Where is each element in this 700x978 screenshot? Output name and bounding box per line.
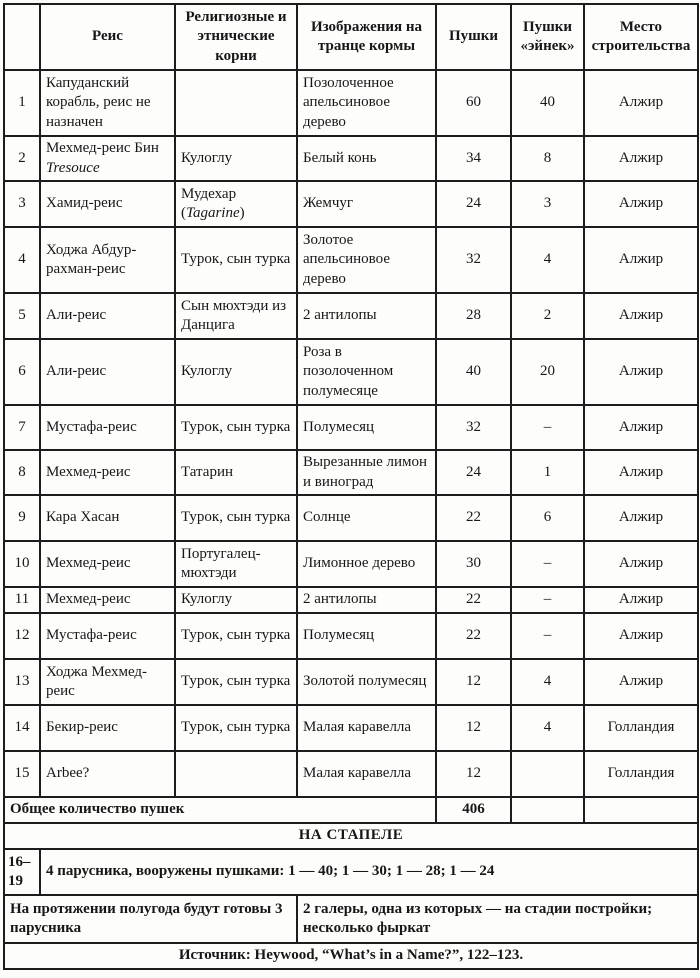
cell-image: Солнце (297, 495, 436, 541)
cell-image: Золотой полумесяц (297, 659, 436, 705)
cell-image: Жемчуг (297, 181, 436, 227)
slipway-numbers: 16–19 (4, 849, 40, 895)
cell-reis: Бекир-реис (40, 705, 175, 751)
cell-reis (40, 136, 175, 181)
cell-place: Алжир (584, 450, 698, 495)
cell-guns: 24 (436, 181, 511, 227)
cell-roots: Турок, сын турка (175, 659, 297, 705)
cell-place: Алжир (584, 136, 698, 181)
cell-reis: Хамид-реис (40, 181, 175, 227)
cell-num: 5 (4, 293, 40, 339)
cell-num: 3 (4, 181, 40, 227)
cell-place: Алжир (584, 541, 698, 587)
cell-num: 6 (4, 339, 40, 405)
cell-reis: Мехмед-реис (40, 450, 175, 495)
cell-image: Малая каравелла (297, 705, 436, 751)
total-guns-value: 406 (436, 797, 511, 823)
header-guns: Пушки (436, 4, 511, 70)
table-row (4, 541, 698, 587)
cell-eynek: – (511, 541, 584, 587)
cell-image: Роза в позолоченном полумесяце (297, 339, 436, 405)
cell-image: Малая каравелла (297, 751, 436, 797)
note-left: На протяжении полугода будут готовы 3 парусника (4, 895, 297, 943)
cell-roots: Кулоглу (175, 339, 297, 405)
table-row (4, 587, 698, 613)
header-transom-image: Изображения на транце кормы (297, 4, 436, 70)
cell-roots (175, 181, 297, 227)
table-row (4, 136, 698, 181)
cell-guns: 32 (436, 405, 511, 450)
section-title: НА СТАПЕЛЕ (4, 823, 698, 849)
cell-guns: 22 (436, 587, 511, 613)
table-row (4, 613, 698, 659)
table-row (4, 405, 698, 450)
table-footer (4, 797, 698, 969)
cell-eynek: 4 (511, 705, 584, 751)
cell-num: 2 (4, 136, 40, 181)
cell-place: Алжир (584, 659, 698, 705)
table-row (4, 293, 698, 339)
table-row (4, 659, 698, 705)
cell-reis: Мехмед-реис (40, 541, 175, 587)
cell-place: Алжир (584, 227, 698, 293)
table-row (4, 495, 698, 541)
cell-roots: Турок, сын турка (175, 495, 297, 541)
cell-roots: Турок, сын турка (175, 705, 297, 751)
note-row (4, 895, 698, 943)
cell-eynek: – (511, 587, 584, 613)
cell-num: 7 (4, 405, 40, 450)
cell-place: Алжир (584, 587, 698, 613)
cell-eynek: 8 (511, 136, 584, 181)
cell-reis: Arbee? (40, 751, 175, 797)
slipway-row (4, 849, 698, 895)
cell-guns: 12 (436, 751, 511, 797)
table-row (4, 705, 698, 751)
cell-eynek: 4 (511, 659, 584, 705)
cell-reis: Кара Хасан (40, 495, 175, 541)
cell-place: Алжир (584, 181, 698, 227)
cell-num: 14 (4, 705, 40, 751)
cell-roots: Татарин (175, 450, 297, 495)
cell-eynek: 40 (511, 70, 584, 136)
cell-reis: Али-реис (40, 293, 175, 339)
cell-eynek: 20 (511, 339, 584, 405)
cell-reis: Мустафа-реис (40, 613, 175, 659)
cell-reis: Мустафа-реис (40, 405, 175, 450)
cell-image: Полумесяц (297, 405, 436, 450)
total-row (4, 797, 698, 823)
table-header (4, 4, 698, 70)
cell-place: Голландия (584, 705, 698, 751)
cell-reis: Капуданский корабль, реис не назначен (40, 70, 175, 136)
cell-roots: Кулоглу (175, 587, 297, 613)
cell-image: Золотое апельсиновое дерево (297, 227, 436, 293)
table-row (4, 181, 698, 227)
table-row (4, 751, 698, 797)
cell-guns: 28 (436, 293, 511, 339)
cell-image: Полумесяц (297, 613, 436, 659)
cell-eynek: 1 (511, 450, 584, 495)
header-roots: Религиозные и этнические корни (175, 4, 297, 70)
cell-roots: Турок, сын турка (175, 613, 297, 659)
cell-roots: Португалец-мюхтэди (175, 541, 297, 587)
cell-place: Алжир (584, 293, 698, 339)
empty-cell (511, 797, 584, 823)
cell-place: Алжир (584, 613, 698, 659)
cell-place: Алжир (584, 495, 698, 541)
cell-image: Белый конь (297, 136, 436, 181)
cell-num: 10 (4, 541, 40, 587)
cell-reis: Али-реис (40, 339, 175, 405)
text: ) (239, 205, 245, 221)
cell-place: Голландия (584, 751, 698, 797)
text: Мехмед-реис Бин (46, 140, 159, 157)
cell-eynek: 3 (511, 181, 584, 227)
cell-roots (175, 70, 297, 136)
cell-guns: 22 (436, 495, 511, 541)
cell-reis: Ходжа Абдур-рахман-реис (40, 227, 175, 293)
cell-num: 15 (4, 751, 40, 797)
cell-guns: 22 (436, 613, 511, 659)
cell-guns: 60 (436, 70, 511, 136)
cell-num: 11 (4, 587, 40, 613)
cell-num: 13 (4, 659, 40, 705)
cell-guns: 30 (436, 541, 511, 587)
cell-guns: 12 (436, 659, 511, 705)
table-row (4, 450, 698, 495)
table-body (4, 70, 698, 797)
cell-guns: 24 (436, 450, 511, 495)
header-reis: Реис (40, 4, 175, 70)
cell-guns: 40 (436, 339, 511, 405)
cell-roots: Турок, сын турка (175, 405, 297, 450)
cell-reis: Мехмед-реис (40, 587, 175, 613)
cell-guns: 32 (436, 227, 511, 293)
table-row (4, 339, 698, 405)
cell-place: Алжир (584, 70, 698, 136)
cell-image: Позолоченное апельсиновое дерево (297, 70, 436, 136)
empty-cell (584, 797, 698, 823)
cell-num: 1 (4, 70, 40, 136)
cell-image: Вырезанные лимон и виноград (297, 450, 436, 495)
cell-num: 4 (4, 227, 40, 293)
cell-image: 2 антилопы (297, 293, 436, 339)
total-guns-label: Общее количество пушек (4, 797, 436, 823)
cell-guns: 34 (436, 136, 511, 181)
cell-roots: Турок, сын турка (175, 227, 297, 293)
cell-eynek: – (511, 405, 584, 450)
cell-eynek: 4 (511, 227, 584, 293)
header-eynek-guns: Пушки «эйнек» (511, 4, 584, 70)
header-row (4, 4, 698, 70)
italic-text: Tagarine (186, 205, 240, 221)
cell-eynek: 2 (511, 293, 584, 339)
cell-num: 12 (4, 613, 40, 659)
cell-roots (175, 751, 297, 797)
slipway-description: 4 парусника, вооружены пушками: 1 — 40; 1 — 30; 1 — 28; 1 — 24 (40, 849, 698, 895)
corsair-ships-table (3, 3, 699, 970)
header-build-place: Место строительства (584, 4, 698, 70)
cell-place: Алжир (584, 339, 698, 405)
cell-roots: Кулоглу (175, 136, 297, 181)
cell-roots: Сын мюхтэди из Данцига (175, 293, 297, 339)
cell-guns: 12 (436, 705, 511, 751)
text: Мудехар ( (181, 185, 237, 221)
source-citation: Источник: Heywood, “What’s in a Name?”, 122–123. (4, 943, 698, 969)
header-number (4, 4, 40, 70)
table-row (4, 227, 698, 293)
table-row (4, 70, 698, 136)
cell-reis: Ходжа Мехмед-реис (40, 659, 175, 705)
cell-place: Алжир (584, 405, 698, 450)
source-row (4, 943, 698, 969)
cell-eynek (511, 751, 584, 797)
section-row (4, 823, 698, 849)
note-right: 2 галеры, одна из которых — на стадии постройки; несколько фыркат (297, 895, 698, 943)
cell-image: Лимонное дерево (297, 541, 436, 587)
italic-text: Tresouce (46, 159, 100, 176)
cell-num: 9 (4, 495, 40, 541)
cell-num: 8 (4, 450, 40, 495)
cell-eynek: – (511, 613, 584, 659)
cell-eynek: 6 (511, 495, 584, 541)
cell-image: 2 антилопы (297, 587, 436, 613)
